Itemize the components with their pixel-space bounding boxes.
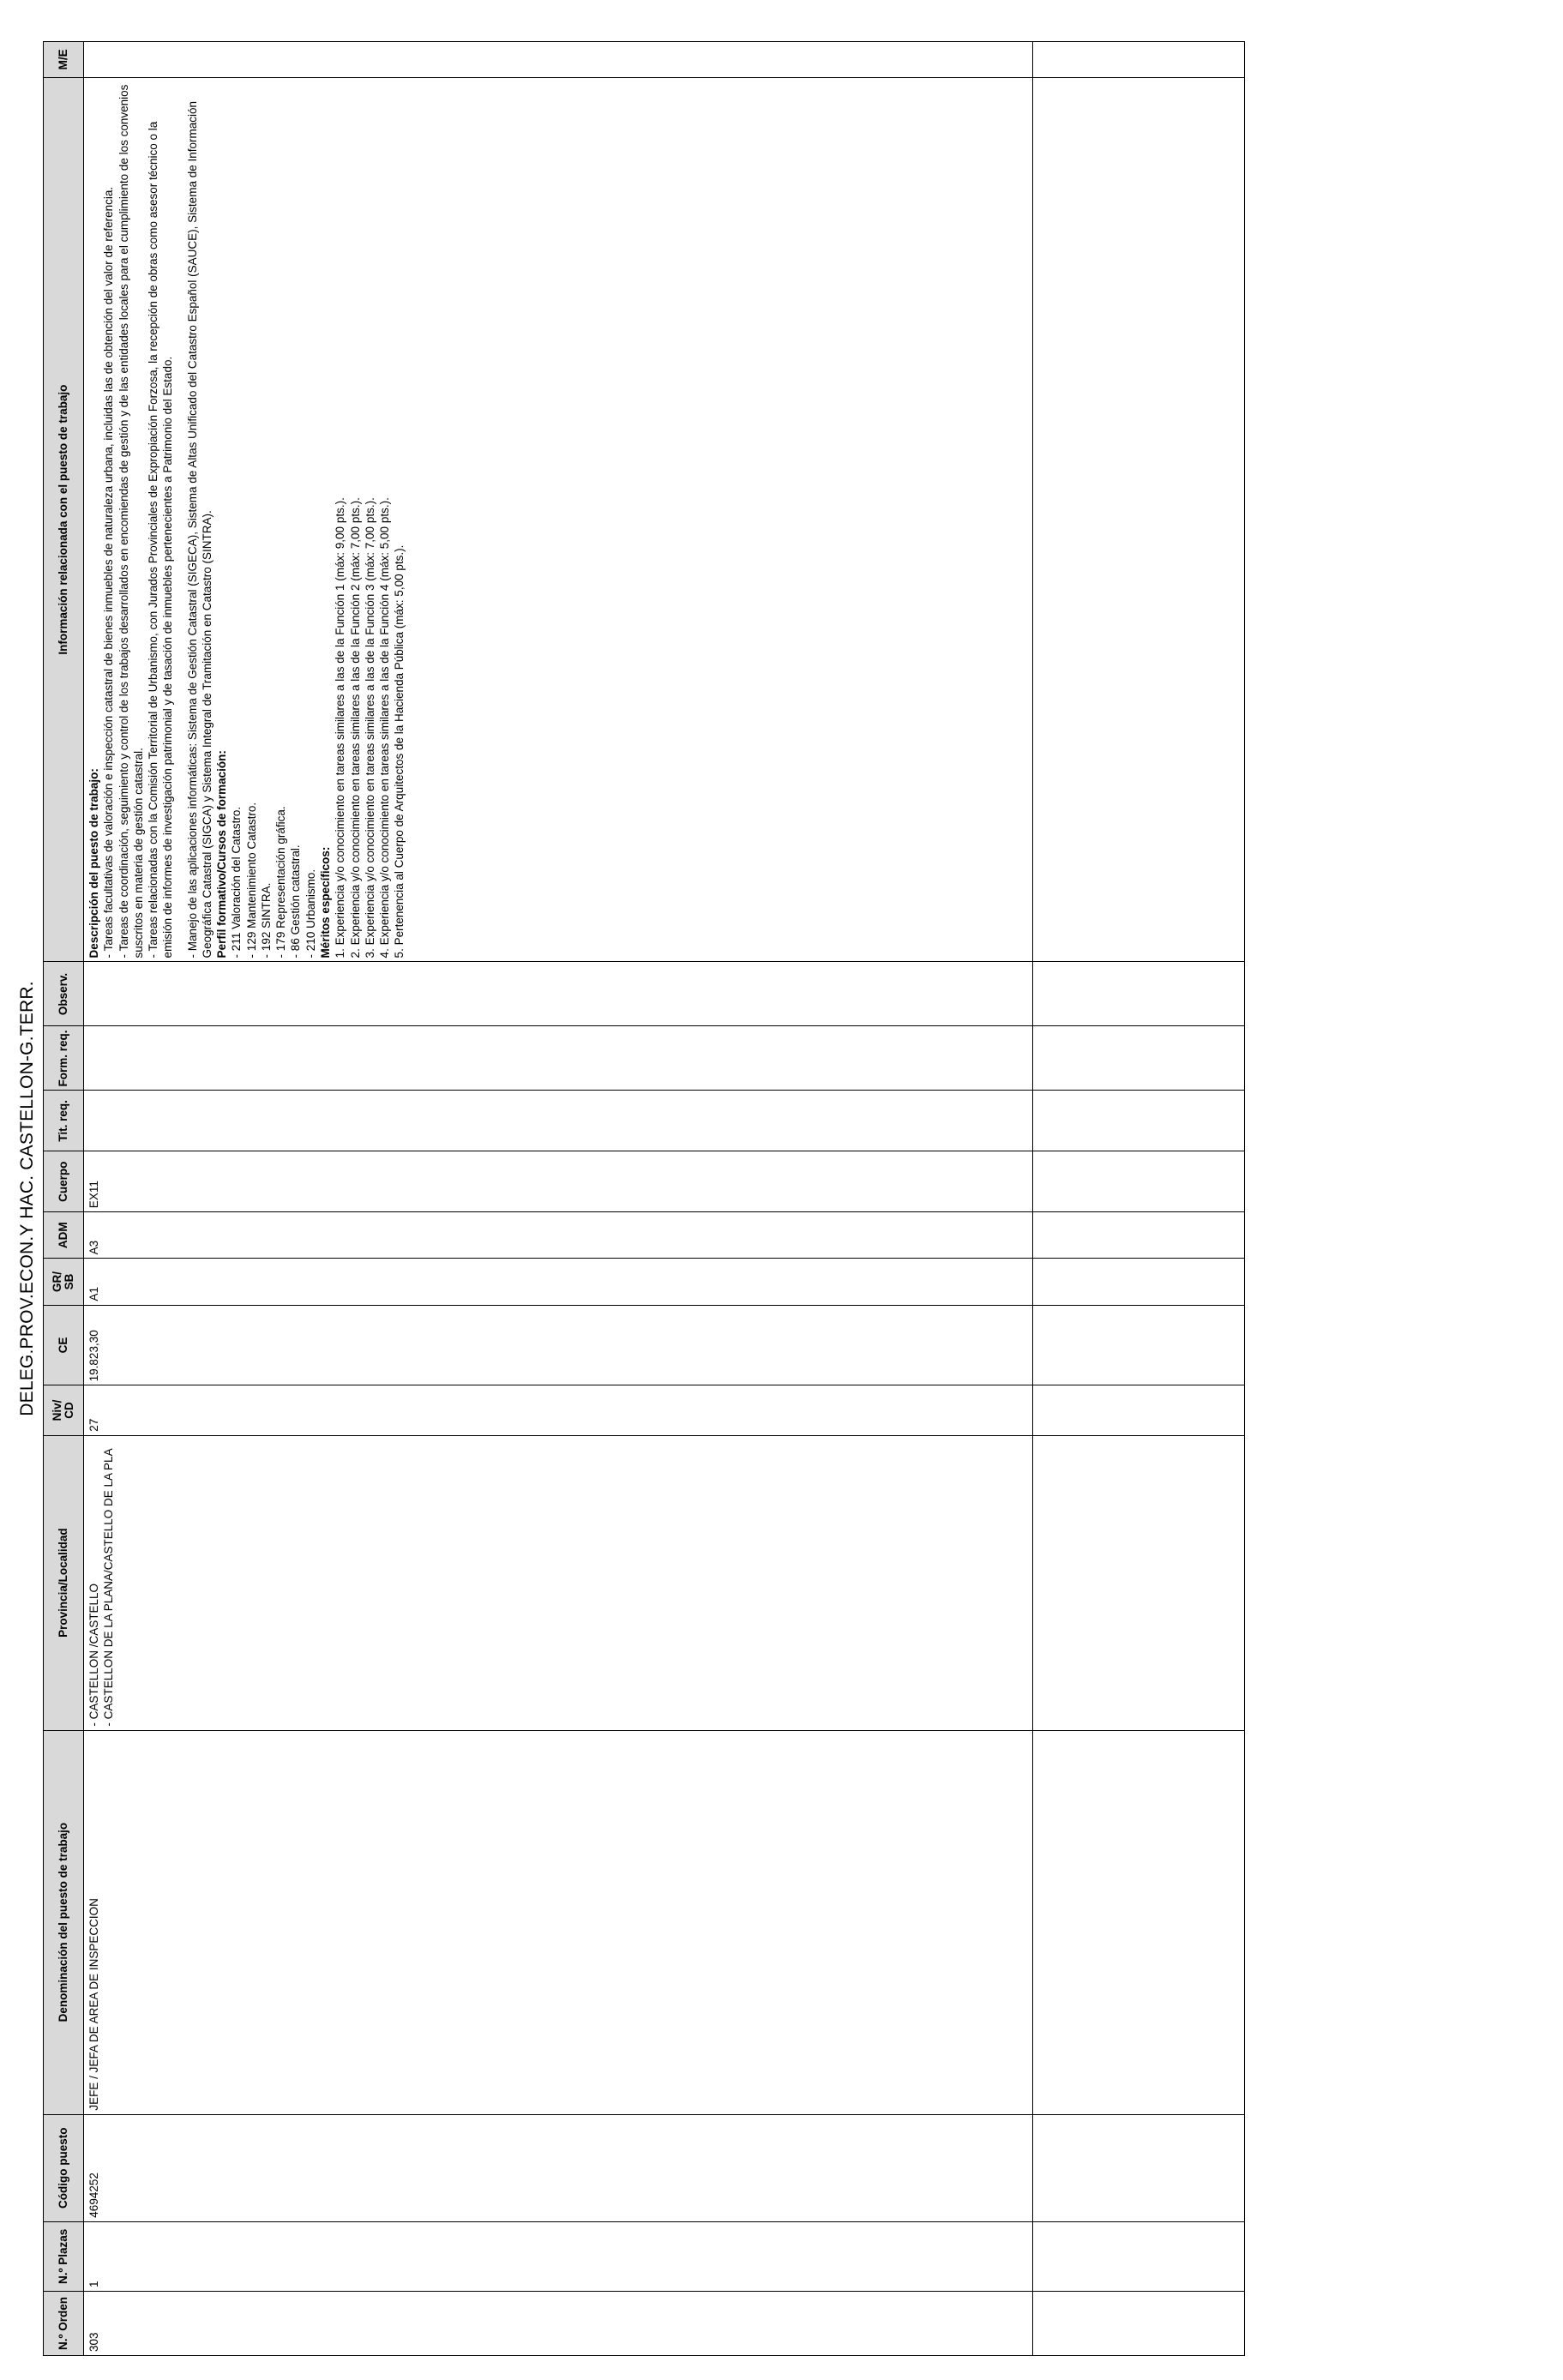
meritos-item: 2. Experiencia y/o conocimiento en tareas similares a las de la Función 2 (máx: 7,00 pts.). [348,497,362,959]
cell-blank [1033,1212,1245,1259]
column-header-niv-cd [44,1385,84,1435]
column-header-info: Información relacionada con el puesto de trabajo [44,77,84,962]
column-header-me: M/E [44,42,84,78]
cell-blank [1033,1305,1245,1385]
meritos-title: Méritos específicos: [318,846,332,959]
perfil-item: - 86 Gestión catastral. [289,844,303,959]
cell-tit-req [84,1091,1033,1151]
cell-codigo: 4694252 [84,2114,1033,2221]
meritos-item: 5. Pertenencia al Cuerpo de Arquitectos de la Hacienda Pública (máx: 5,00 pts.). [393,544,406,959]
cell-cuerpo: EX11 [84,1151,1033,1212]
cell-blank [1033,2221,1245,2291]
cell-info [84,77,1033,962]
cell-orden: 303 [84,2291,1033,2355]
perfil-item: - 192 SINTRA. [259,882,273,959]
column-header-provincia: Provincia/Localidad [44,1435,84,1730]
cell-blank [1033,1091,1245,1151]
column-header-gr-sb-line1: GR/ [50,1271,63,1292]
meritos-item: 4. Experiencia y/o conocimiento en tareas similares a las de la Función 4 (máx: 5,00 pts.). [378,497,392,959]
meritos-item: 3. Experiencia y/o conocimiento en tareas similares a las de la Función 3 (máx: 7,00 pts.). [363,497,376,959]
column-header-gr-sb-line2: SB [63,1273,75,1290]
cell-blank [1033,1259,1245,1305]
column-header-observ: Observ. [44,962,84,1026]
column-header-adm: ADM [44,1212,84,1259]
cell-denominacion: JEFE / JEFA DE AREA DE INSPECCION [84,1730,1033,2114]
perfil-item: - 211 Valoración del Catastro. [230,806,243,959]
column-header-form-req: Form. req. [44,1026,84,1091]
page-title: DELEG.PROV.ECON.Y HAC. CASTELLON-G.TERR. [17,981,37,1416]
perfil-item: - 129 Mantenimiento Catastro. [244,802,258,959]
perfil-title: Perfil formativo/Cursos de formación: [215,750,229,959]
column-header-gr-sb [44,1259,84,1305]
cell-observ [84,962,1033,1026]
cell-blank [1033,1151,1245,1212]
column-header-niv-cd-line1: Niv/ [50,1399,63,1421]
column-header-tit-req: Tit. req. [44,1091,84,1151]
descripcion-item: - Manejo de las aplicaciones informáticas: Sistema de Gestión Catastral (SIGECA), Sistema de Altas Unificado del Catastro Español (SAUCE), Sistema de Información Geográfica Catastral (SIGCA) y Sistema Integral de Tramitación en Catastro (SINTRA). [185,101,213,959]
descripcion-item: - Tareas relacionadas con la Comisión Territorial de Urbanismo, con Jurados Provinciales de Expropiación Forzosa, la recepción de obras como asesor técnico o la emisión de informes de investigación patrimonial y de tasación de inmuebles pertenecientes a Patrimonio del Estado. [147,121,175,959]
column-header-denominacion: Denominación del puesto de trabajo [44,1730,84,2114]
table-row-blank [1033,42,1245,2356]
cell-ce: 19.823,30 [84,1305,1033,1385]
cell-niv-cd: 27 [84,1385,1033,1435]
descripcion-item: - Tareas facultativas de valoración e inspección catastral de bienes inmuebles de naturaleza urbana, incluidas las de obtención del valor de referencia. [102,186,116,959]
job-positions-table [43,41,1245,2356]
column-header-niv-cd-line2: CD [63,1402,75,1419]
cell-blank [1033,1435,1245,1730]
cell-blank [1033,77,1245,962]
cell-plazas: 1 [84,2221,1033,2291]
descripcion-item: - Tareas de coordinación, seguimiento y control de los trabajos desarrollados en encomiendas de gestión y de las entidades locales para el cumplimiento de los convenios suscritos en materia de gestión catastral. [117,84,145,959]
column-header-ce: CE [44,1305,84,1385]
provincia-line-1: - CASTELLON /CASTELLO [87,1584,100,1727]
cell-provincia [84,1435,1033,1730]
cell-blank [1033,962,1245,1026]
cell-blank [1033,1385,1245,1435]
descripcion-title: Descripción del puesto de trabajo: [87,768,100,959]
cell-blank [1033,2114,1245,2221]
cell-blank [1033,1026,1245,1091]
table-header-row [44,42,84,2356]
table-row [84,42,1033,2356]
column-header-plazas: N.º Plazas [44,2221,84,2291]
cell-gr-sb: A1 [84,1259,1033,1305]
cell-blank [1033,2291,1245,2355]
document-page [17,41,1380,2356]
cell-blank [1033,42,1245,78]
cell-me [84,42,1033,78]
cell-blank [1033,1730,1245,2114]
provincia-line-2: - CASTELLON DE LA PLANA/CASTELLO DE LA PLA [102,1448,116,1727]
column-header-orden: N.º Orden [44,2291,84,2355]
column-header-codigo: Código puesto [44,2114,84,2221]
cell-form-req [84,1026,1033,1091]
info-block [87,81,407,959]
cell-adm: A3 [84,1212,1033,1259]
spacer [176,81,185,959]
perfil-item: - 179 Representación gráfica. [274,806,288,959]
column-header-cuerpo: Cuerpo [44,1151,84,1212]
meritos-item: 1. Experiencia y/o conocimiento en tareas similares a las de la Función 1 (máx: 9,00 pts.). [334,497,347,959]
perfil-item: - 210 Urbanismo. [304,868,317,959]
